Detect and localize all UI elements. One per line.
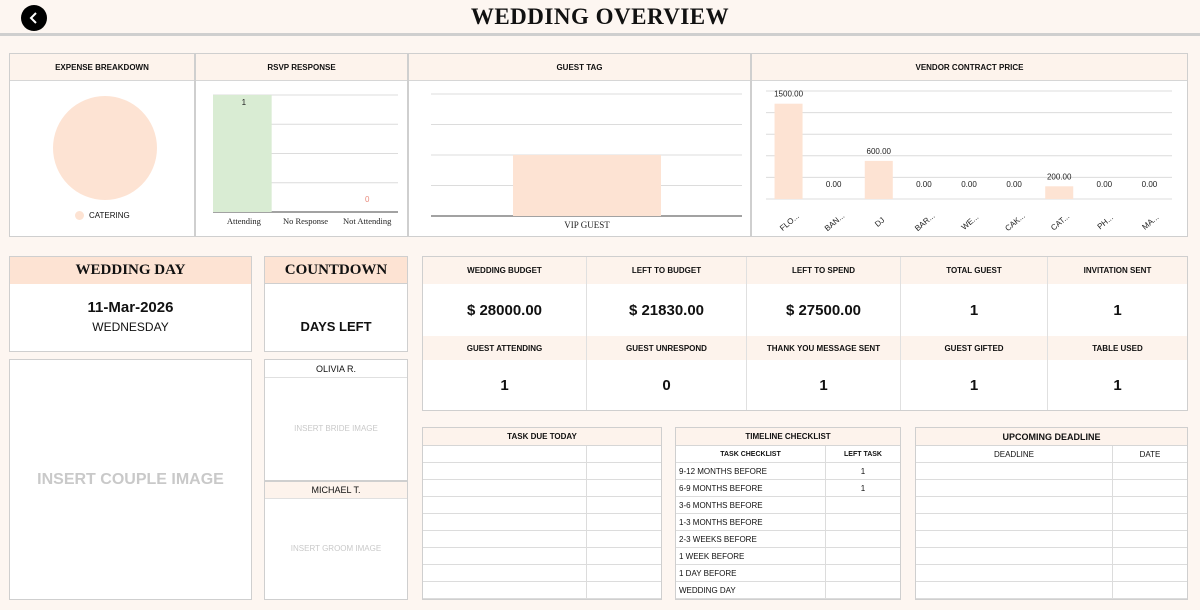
page-title: WEDDING OVERVIEW — [470, 4, 730, 29]
guest-tag-chart — [409, 81, 750, 236]
kpi-label: WEDDING BUDGET — [423, 257, 587, 284]
tick-label: BAR... — [913, 211, 937, 234]
tick-label: BAN... — [822, 211, 847, 234]
tick-label: FLO... — [778, 211, 801, 233]
expense-legend — [75, 211, 130, 220]
data-label: 0.00 — [916, 180, 932, 189]
data-label: 200.00 — [1046, 172, 1072, 182]
vendor-panel — [751, 53, 1188, 237]
countdown-title: COUNTDOWN — [265, 257, 407, 284]
table-cell: WEDDING DAY — [676, 582, 826, 599]
kpi-value: 1 — [1048, 360, 1187, 410]
table-row — [916, 565, 1187, 582]
bride-image-placeholder[interactable]: INSERT BRIDE IMAGE — [294, 424, 378, 433]
table-row — [423, 548, 661, 565]
table-cell — [916, 548, 1113, 565]
table-row — [423, 514, 661, 531]
tick-label: CAK... — [1003, 211, 1027, 234]
table-cell — [587, 497, 661, 514]
table-cell — [587, 463, 661, 480]
table-row — [423, 480, 661, 497]
table-row — [423, 565, 661, 582]
rsvp-bar[interactable] — [213, 95, 272, 212]
table-cell: 2-3 WEEKS BEFORE — [676, 531, 826, 548]
table-row — [916, 548, 1187, 565]
vendor-bar[interactable] — [1045, 186, 1073, 199]
guest-tag-bar[interactable] — [513, 155, 661, 216]
table-cell: 9-12 MONTHS BEFORE — [676, 463, 826, 480]
legend-label: CATERING — [89, 211, 130, 220]
data-label: 0.00 — [1006, 180, 1022, 189]
data-label: 0.00 — [825, 180, 842, 189]
table-row — [423, 497, 661, 514]
table-cell — [423, 463, 587, 480]
vendor-chart — [752, 81, 1187, 236]
table-cell — [423, 548, 587, 565]
countdown-panel — [264, 256, 408, 352]
kpi-label: GUEST GIFTED — [901, 336, 1048, 360]
deadline-col-date: DATE — [1139, 450, 1161, 459]
data-label: 600.00 — [866, 146, 892, 156]
table-cell: 1 — [860, 484, 866, 493]
tick-label: WE... — [959, 212, 981, 232]
table-cell — [1113, 531, 1187, 548]
table-row — [676, 548, 900, 565]
table-cell — [423, 446, 587, 463]
legend-swatch — [75, 211, 84, 220]
table-cell — [423, 497, 587, 514]
timeline-panel — [675, 427, 901, 600]
table-cell: 1 WEEK BEFORE — [676, 548, 826, 565]
expense-breakdown-title: EXPENSE BREAKDOWN — [10, 54, 194, 81]
table-row — [676, 463, 900, 480]
task-due-panel — [422, 427, 662, 600]
kpi-value: 1 — [901, 284, 1048, 336]
kpi-label: TABLE USED — [1048, 336, 1187, 360]
timeline-header-row — [676, 446, 900, 463]
kpi-label: GUEST UNRESPOND — [587, 336, 747, 360]
table-cell — [826, 582, 900, 599]
table-cell — [1113, 548, 1187, 565]
wedding-day-title: WEDDING DAY — [10, 257, 251, 284]
table-cell — [587, 565, 661, 582]
guest-tag-panel — [408, 53, 751, 237]
table-cell — [423, 514, 587, 531]
kpi-value: 1 — [423, 360, 587, 410]
table-cell — [587, 480, 661, 497]
wedding-day-panel — [9, 256, 252, 352]
table-row — [916, 514, 1187, 531]
table-cell — [423, 582, 587, 599]
table-cell — [916, 565, 1113, 582]
expense-pie-slice[interactable] — [53, 96, 157, 200]
couple-image-placeholder[interactable] — [9, 359, 252, 600]
kpi-value: $ 27500.00 — [747, 284, 901, 336]
rsvp-panel — [195, 53, 408, 237]
data-label: 0.00 — [1141, 180, 1158, 189]
table-row — [676, 497, 900, 514]
groom-image-placeholder[interactable]: INSERT GROOM IMAGE — [290, 544, 382, 553]
table-cell — [1113, 497, 1187, 514]
kpi-value: 1 — [747, 360, 901, 410]
bride-name: OLIVIA R. — [265, 360, 407, 378]
wedding-weekday: WEDNESDAY — [92, 320, 169, 334]
kpi-label: LEFT TO BUDGET — [587, 257, 747, 284]
kpi-value: 1 — [901, 360, 1048, 410]
table-row — [676, 531, 900, 548]
table-cell — [587, 446, 661, 463]
table-cell: 1-3 MONTHS BEFORE — [676, 514, 826, 531]
table-row — [423, 582, 661, 599]
vendor-title: VENDOR CONTRACT PRICE — [752, 54, 1187, 81]
guest-tag-title: GUEST TAG — [409, 54, 750, 81]
timeline-title: TIMELINE CHECKLIST — [676, 428, 900, 446]
kpi-value: $ 21830.00 — [587, 284, 747, 336]
tick-label: Not Attending — [342, 216, 392, 226]
tick-label: DJ — [873, 215, 887, 229]
table-cell: 1 DAY BEFORE — [676, 565, 826, 582]
table-cell — [1113, 463, 1187, 480]
groom-panel — [264, 481, 408, 600]
kpi-value: 0 — [587, 360, 747, 410]
kpi-label: GUEST ATTENDING — [423, 336, 587, 360]
table-cell — [1113, 565, 1187, 582]
table-cell — [916, 480, 1113, 497]
table-cell — [423, 480, 587, 497]
table-cell — [1113, 514, 1187, 531]
tick-label: No Response — [282, 216, 329, 226]
table-cell — [587, 582, 661, 599]
kpi-label: INVITATION SENT — [1048, 257, 1187, 284]
table-cell — [916, 463, 1113, 480]
kpi-label: TOTAL GUEST — [901, 257, 1048, 284]
table-cell: 1 — [860, 467, 866, 476]
table-cell — [587, 531, 661, 548]
task-due-title: TASK DUE TODAY — [423, 428, 661, 446]
wedding-date: 11-Mar-2026 — [87, 299, 174, 316]
days-left-label: DAYS LEFT — [300, 319, 372, 334]
data-label: 1500.00 — [774, 89, 804, 99]
table-cell: 3-6 MONTHS BEFORE — [676, 497, 826, 514]
table-cell — [916, 497, 1113, 514]
kpi-panel — [422, 256, 1188, 411]
bride-panel — [264, 359, 408, 481]
table-row — [423, 463, 661, 480]
tick-label: Attending — [226, 216, 261, 226]
table-row — [423, 446, 661, 463]
deadline-col-deadline: DEADLINE — [916, 446, 1113, 463]
header-divider — [0, 33, 1200, 36]
table-cell — [423, 565, 587, 582]
kpi-value: 1 — [1048, 284, 1187, 336]
data-label: 0 — [364, 195, 370, 204]
table-row — [676, 582, 900, 599]
table-row — [676, 565, 900, 582]
couple-image-text: INSERT COUPLE IMAGE — [37, 471, 224, 488]
table-row — [676, 514, 900, 531]
table-cell — [1113, 480, 1187, 497]
kpi-label: THANK YOU MESSAGE SENT — [747, 336, 901, 360]
tick-label: CAT... — [1049, 211, 1072, 233]
data-label: 1 — [241, 98, 247, 107]
table-cell — [587, 514, 661, 531]
table-row — [916, 582, 1187, 599]
table-row — [676, 480, 900, 497]
timeline-col-task: TASK CHECKLIST — [676, 446, 826, 463]
table-row — [916, 531, 1187, 548]
table-cell — [587, 548, 661, 565]
table-cell — [916, 514, 1113, 531]
data-label: 0.00 — [1096, 180, 1113, 189]
table-cell — [826, 548, 900, 565]
tick-label: VIP GUEST — [564, 220, 610, 230]
table-cell — [1113, 582, 1187, 599]
timeline-col-left: LEFT TASK — [844, 451, 882, 458]
data-label: 0.00 — [961, 180, 977, 189]
deadline-panel — [915, 427, 1188, 600]
table-cell — [826, 497, 900, 514]
table-row — [916, 480, 1187, 497]
table-row — [916, 497, 1187, 514]
table-cell — [826, 514, 900, 531]
vendor-bar[interactable] — [775, 104, 803, 199]
table-cell — [826, 565, 900, 582]
rsvp-title: RSVP RESPONSE — [196, 54, 407, 81]
deadline-title: UPCOMING DEADLINE — [916, 428, 1187, 446]
kpi-value: $ 28000.00 — [423, 284, 587, 336]
tick-label: PH... — [1095, 212, 1116, 232]
table-row — [916, 463, 1187, 480]
tick-label: MA... — [1140, 212, 1161, 232]
table-cell — [826, 531, 900, 548]
deadline-header-row — [916, 446, 1187, 463]
table-row — [423, 531, 661, 548]
groom-name: MICHAEL T. — [265, 482, 407, 499]
table-cell — [916, 531, 1113, 548]
rsvp-chart — [196, 81, 407, 236]
expense-breakdown-panel — [9, 53, 195, 237]
vendor-bar[interactable] — [865, 161, 893, 199]
table-cell — [916, 582, 1113, 599]
table-cell — [423, 531, 587, 548]
kpi-label: LEFT TO SPEND — [747, 257, 901, 284]
table-cell: 6-9 MONTHS BEFORE — [676, 480, 826, 497]
